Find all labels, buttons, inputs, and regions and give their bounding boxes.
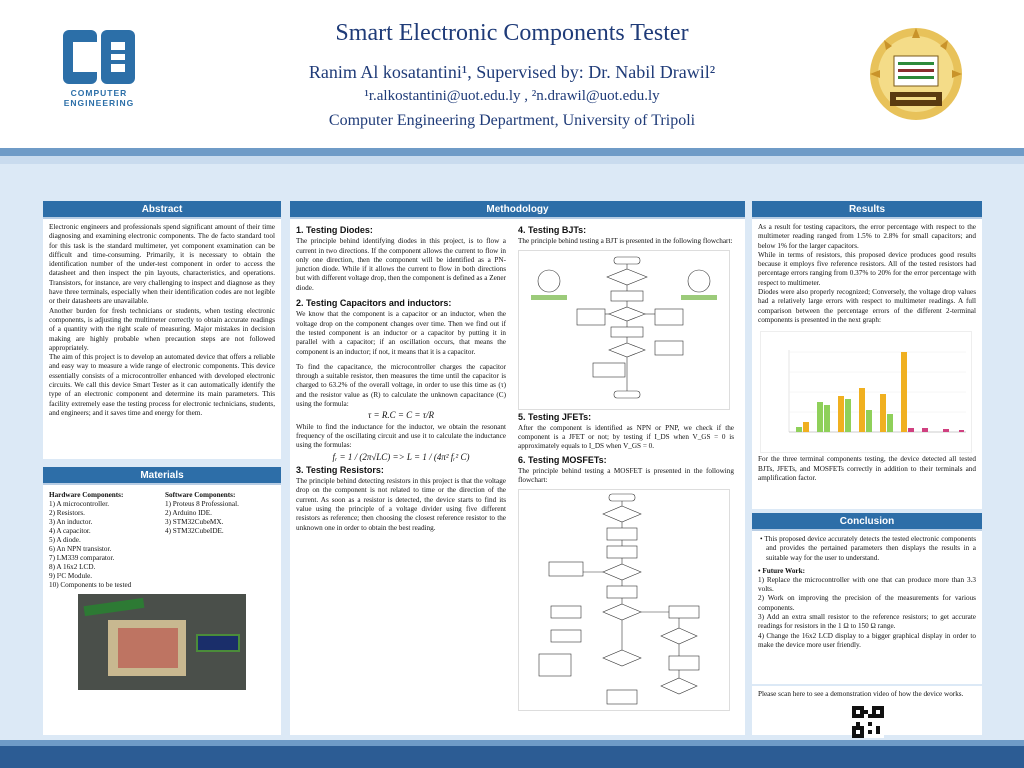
qr-code[interactable] (852, 706, 884, 738)
capacitors-text-2: To find the capacitance, the microcontroller charges the capacitor through a suitable resistor, then measures the time until the capacitor is charged to 63.2% of the overall voltage, in order to use this time as (τ) and the resistor value as (R) to calculate the unknown capacitance (C) using the formula: (296, 362, 506, 409)
future-work-item: 2) Work on improving the precision of the measurements for various components. (758, 594, 976, 612)
hardware-item: 6) An NPN transistor. (49, 545, 112, 553)
hardware-item: 7) LM339 comparator. (49, 554, 115, 562)
poster-department: Computer Engineering Department, University of Tripoli (328, 112, 696, 129)
conclusion-body (752, 531, 982, 654)
future-work-item: 3) Add an extra small resistor to the reference resistors; to get accurate readings for resistors in the 1 Ω to 150 Ω range. (758, 613, 976, 631)
mosfet-flowchart (518, 489, 730, 711)
results-paragraph-2: While in terms of resistors, this proposed device produces good results because it employs five reference resistors. All of the tested resistors had percentage errors ranging from 0.37% to 20% for the error percentage with respect to multimeter. (758, 250, 976, 287)
abstract-body (43, 219, 281, 422)
inductance-formula: fᵣ = 1 / (2π√LC) => L = 1 / (4π² fᵣ² C) (332, 451, 470, 462)
mosfet-text: The principle behind testing a MOSFET is presented in the following flowchart: (518, 467, 734, 485)
resistors-title: 3. Testing Resistors: (296, 464, 384, 475)
bjt-flowchart (518, 250, 730, 410)
software-item: 2) Arduino IDE. (165, 509, 212, 517)
footer-bar-light (0, 740, 1024, 746)
capacitors-text-1: We know that the component is a capacitor or an inductor, when the voltage drop on the component changes over time. Then we find out if the tested component is an inductor or a capacitor by putting it in parallel with a capacitor; if an oscillation occurs, that means the component is an inductor; if not, it means that it is a capacitor. (296, 310, 506, 356)
poster-emails: ¹r.alkostantini@uot.edu.ly , ²n.drawil@uot.edu.ly (364, 88, 660, 104)
poster-authors: Ranim Al kosatantini¹, Supervised by: Dr. Nabil Drawil² (308, 62, 716, 82)
future-work-items (758, 576, 976, 650)
conclusion-bullet-text: This proposed device accurately detects the tested electronic components and provides the pertained parameters then displays the results in a suitable way for the user to understand. (764, 535, 977, 562)
capacitors-text-3: While to find the inductance for the inductor, we obtain the resonant frequency of the oscillating circuit and use it to calculate the inductance using the formulas: (296, 422, 506, 450)
jfet-title: 5. Testing JFETs: (518, 411, 592, 422)
conclusion-bullet (758, 535, 976, 563)
results-body (752, 219, 982, 329)
capacitors-title: 2. Testing Capacitors and inductors: (296, 298, 452, 309)
header-divider (0, 148, 1024, 156)
hardware-title: Hardware Components: (49, 491, 124, 499)
qr-text: Please scan here to see a demonstration video of how the device works. (758, 690, 964, 698)
bjt-title: 4. Testing BJTs: (518, 225, 587, 235)
future-work-bullet: • (758, 566, 763, 575)
results-paragraph-4: For the three terminal components testing, the device detected all tested BJTs, JFETs, and MOSFETs correctly in addition to their terminals and amplification factor. (758, 455, 976, 482)
error-chart (760, 331, 972, 453)
results-paragraph-1: As a result for testing capacitors, the error percentage with respect to the multimeter reading ranged from 1.5% to 2.8% for small capacitors; and below 1% for the larger capacitors. (758, 223, 976, 250)
bjt-text: The principle behind testing a BJT is presented in the following flowchart: (518, 237, 733, 246)
hardware-item: 5) A diode. (49, 536, 81, 544)
results-paragraph-3: Diodes were also properly recognized; Conversely, the voltage drop values had a relatively large errors with respect to multimeter readings. A full comparison between the percentage errors of the different 2-terminal components is presented in the next graph: (758, 288, 976, 324)
abstract-paragraph-3: The aim of this project is to develop an automated device that offers a reliable and easy way to measure a wide range of electronic components. This device essentially consists of a microcontroller enhanced with developed electronic circuits. We call this device Smart Tester as it can automatically identify the type of an electronic component and determine its main parameters. This facility extremely ease the testing process for electronic technicians, students, and engineers; and it saves time and energy for them. (49, 353, 275, 417)
software-list (165, 491, 275, 590)
hardware-item: 1) A microcontroller. (49, 500, 110, 508)
jfet-text: After the component is identified as NPN or PNP, we check if the component is a JFET or not; by testing if I_DS when V_GS = 0 is approximately equals to I_DS when V_GS = 0. (518, 423, 734, 451)
prototype-photo (78, 594, 246, 690)
diodes-text: The principle behind identifying diodes in this project, is to flow a current in two directions. If the component allows the current to flow in only one direction, then the component will be identified as a PN-junction diode. While if it allows the current to flow in both directions but with different voltage drop, then the component is defined as a Zener diode. (296, 237, 506, 292)
hardware-item: 8) A 16x2 LCD. (49, 563, 96, 571)
methodology-section (290, 201, 745, 735)
hardware-item: 9) I²C Module. (49, 572, 93, 580)
future-work-item: 4) Change the 16x2 LCD display to a bigger graphical display in order to make the device more user friendly. (758, 631, 976, 649)
future-work-item: 1) Replace the microcontroller with one that can produce more than 3.3 volts. (758, 575, 976, 594)
qr-section (752, 684, 982, 735)
poster-header (0, 0, 1024, 150)
future-work-title (758, 567, 976, 576)
conclusion-heading: Conclusion (752, 513, 982, 531)
logo-caption-2: ENGINEERING (63, 98, 135, 108)
future-work-title-text: Future Work: (762, 566, 805, 575)
abstract-section (43, 201, 281, 459)
software-item: 4) STM32CubeIDE. (165, 527, 224, 535)
software-items (165, 500, 275, 536)
header-divider-light (0, 156, 1024, 164)
software-title: Software Components: (165, 491, 236, 499)
resistors-text: The principle behind detecting resistors in this project is that the voltage drop on the component is not related to time or the direction of the current. As soon as a resistor is detected, the device starts to find its value using the principle of a voltage divider using five different resistors as reference; then choosing the closest reference resistor to the unknown one in order to obtain the best reading. (296, 477, 506, 532)
poster-title: Smart Electronic Components Tester (335, 20, 689, 46)
mosfet-title: 6. Testing MOSFETs: (518, 454, 607, 465)
logo-caption-1: COMPUTER (70, 88, 128, 98)
capacitance-formula: τ = R.C = C = τ/R (368, 410, 434, 421)
results-section (752, 201, 982, 509)
university-logo (866, 26, 966, 124)
hardware-item: 10) Components to be tested (49, 581, 132, 589)
hardware-list (49, 491, 165, 590)
software-item: 3) STM32CubeMX. (165, 518, 224, 526)
hardware-item: 2) Resistors. (49, 509, 85, 517)
materials-heading: Materials (43, 467, 281, 485)
software-item: 1) Proteus 8 Professional. (165, 500, 239, 508)
abstract-paragraph-2: Another burden for fresh technicians or students, when testing electronic components, is adjusting the multimeter correctly to obtain accurate readings of a quantity with the right scale of measuring. Major mistakes in decision making are highly probable when precaution steps are not followed appropriately. (49, 306, 275, 352)
abstract-heading: Abstract (43, 201, 281, 219)
methodology-left-column (290, 219, 512, 715)
bullet-dot: • (760, 535, 765, 543)
hardware-items (49, 500, 165, 590)
results-heading: Results (752, 201, 982, 219)
abstract-paragraph-1: Electronic engineers and professionals spend significant amount of their time diagnosing and examining electronic components. The de facto standard tool for this task is the standard multimeter, yet component examination can be difficult and time-consuming. Primarily, it is necessary to obtain the identification number of the under-test component in order to access the datasheet and then inspect the pin layouts, characteristics, and operations. Transistors, for instance, are very challenging to inspect and diagnose as they have three terminals, especially when their identification codes are not legible or their datasheets are unavailable. (49, 223, 275, 306)
materials-section (43, 467, 281, 735)
methodology-right-column (512, 219, 740, 715)
diodes-title: 1. Testing Diodes: (296, 225, 373, 235)
hardware-item: 3) An inductor. (49, 518, 93, 526)
hardware-item: 4) A capacitor. (49, 527, 91, 535)
methodology-heading: Methodology (290, 201, 745, 219)
